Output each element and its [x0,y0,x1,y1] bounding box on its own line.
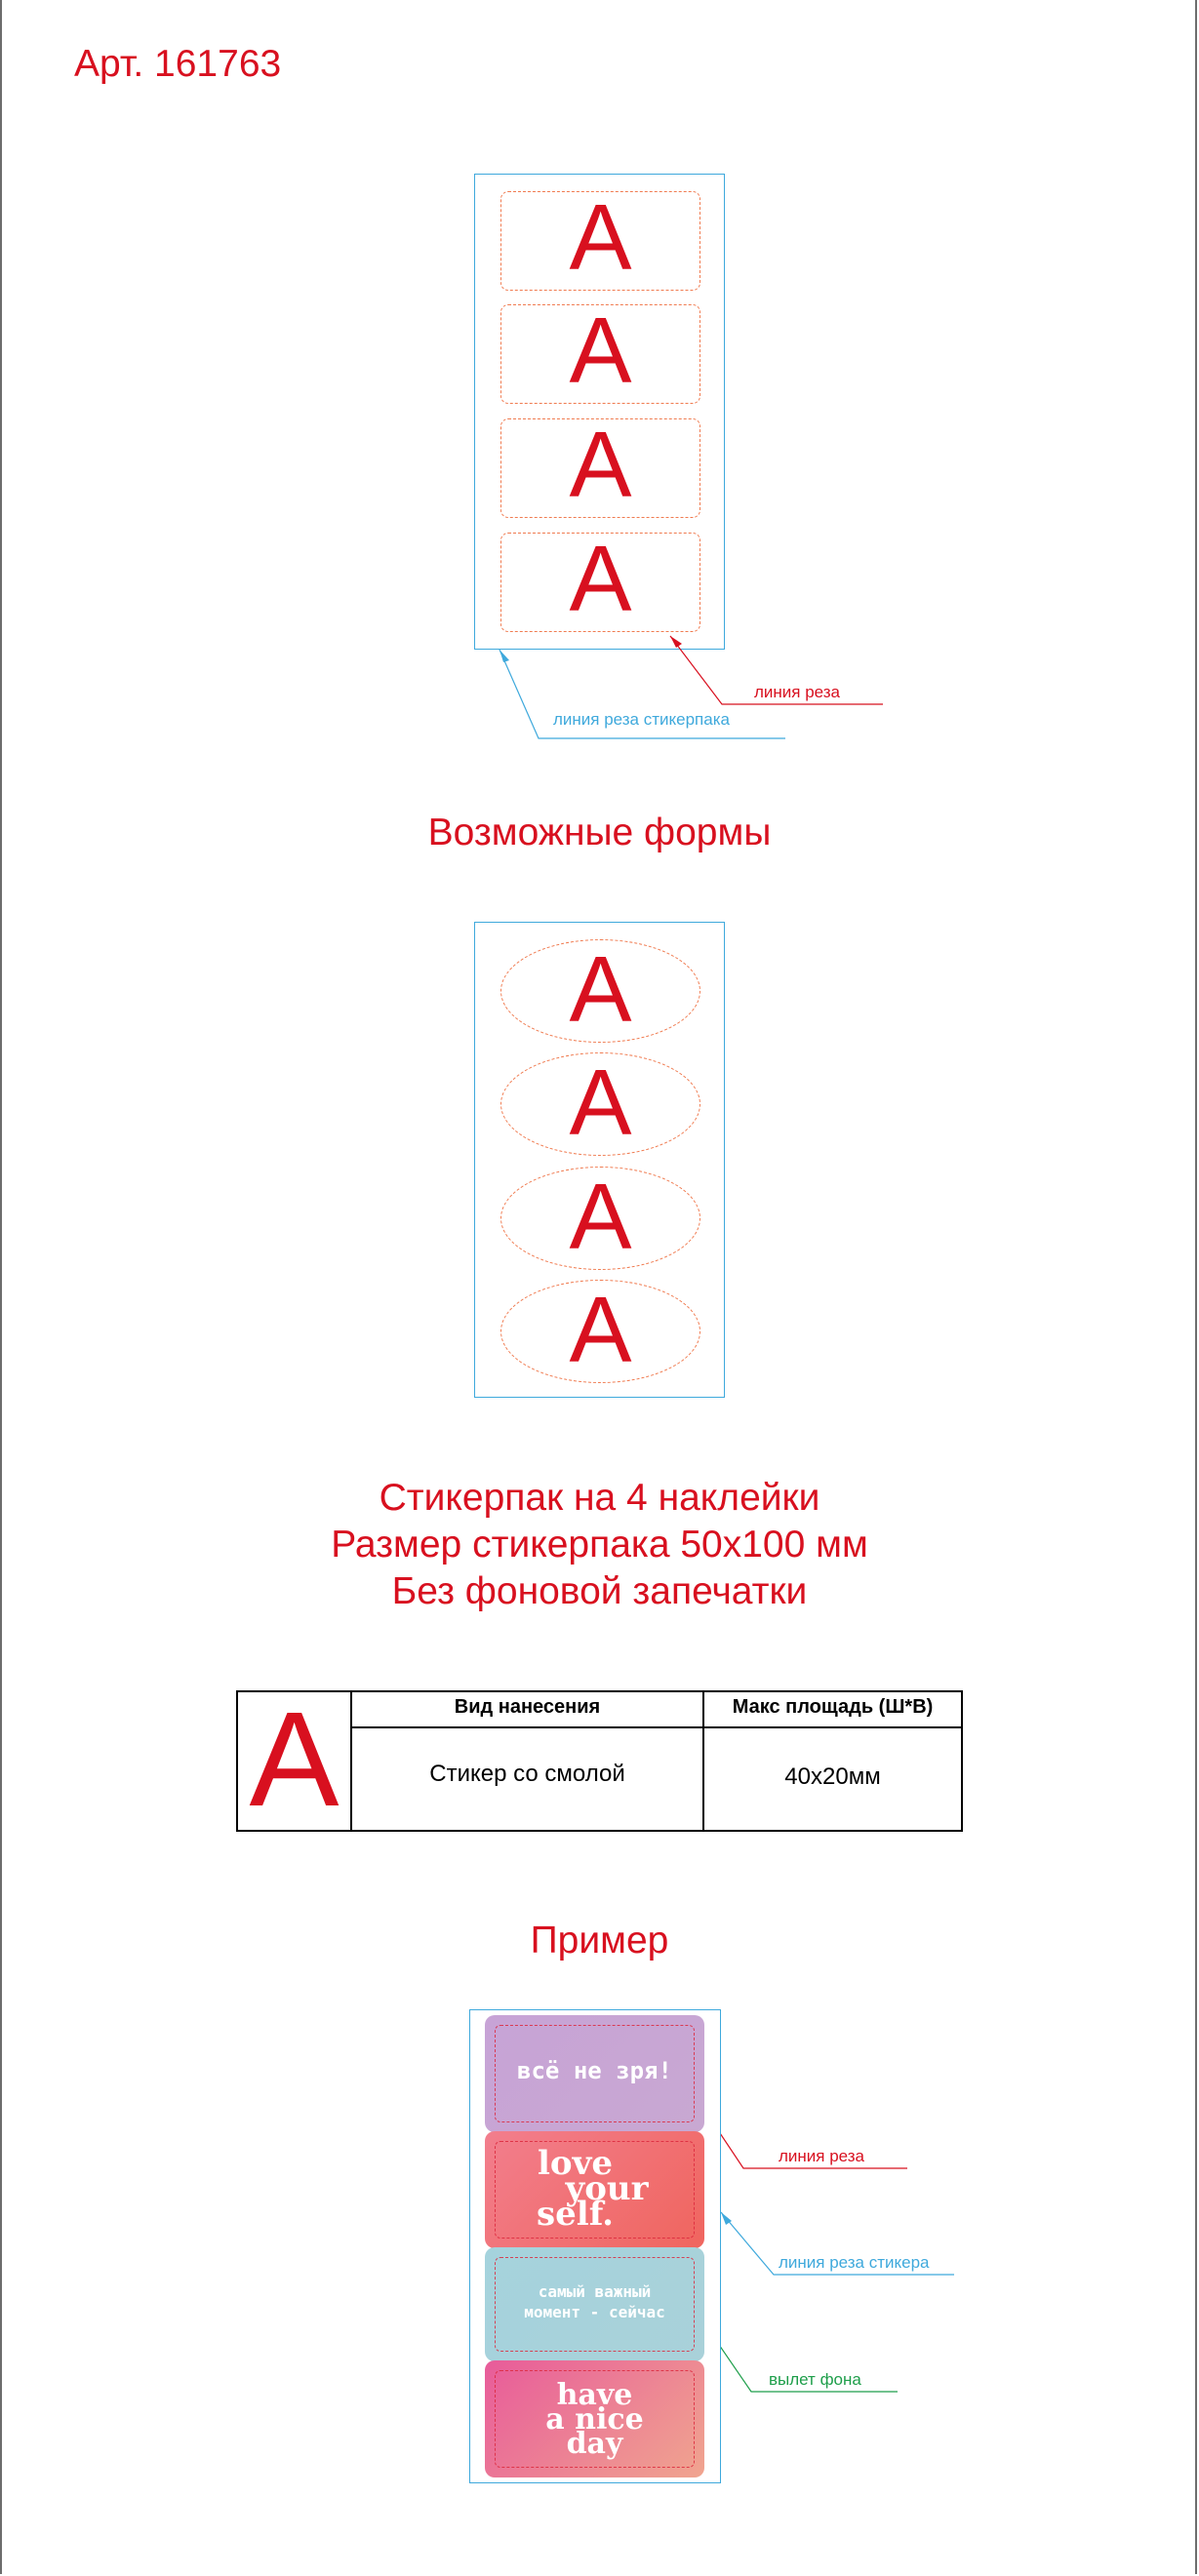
sticker-letter: А [569,185,632,290]
example-bleed-label: вылет фона [769,2370,861,2389]
header-method: Вид нанесения [454,1696,601,1718]
header-area: Макс площадь (Ш*В) [732,1696,934,1718]
sticker-letter: А [569,1165,632,1269]
sticker-text: have [556,2378,633,2412]
example-sticker [485,2247,704,2361]
info-line-1: Стикерпак на 4 наклейки [379,1477,820,1519]
shapes-heading: Возможные формы [427,812,772,853]
example-sticker [485,2131,704,2248]
sticker-text: всё не зря! [517,2057,672,2084]
spec-table [236,1684,963,1835]
sticker-oval [500,1167,700,1270]
example-sticker-cut-label: линия реза стикера [779,2253,930,2272]
sticker-cell [500,413,700,518]
article-number: Арт. 161763 [74,43,282,85]
sticker-text: self. [537,2195,614,2234]
sticker-letter: А [569,937,632,1042]
sticker-letter: А [569,1278,632,1382]
sticker-text: a nice [545,2402,644,2437]
sticker-text: момент - сейчас [524,2303,665,2321]
sticker-text: самый важный [538,2282,652,2301]
sticker-cell [500,298,700,404]
sticker-letter: А [569,1050,632,1155]
sticker-text: day [566,2427,623,2461]
sticker-cell [500,527,700,632]
table-letter: А [249,1684,340,1835]
example-cut-line-label: линия реза [779,2147,865,2165]
cut-line-label: линия реза [754,683,841,701]
example-sticker [485,2360,704,2477]
example-heading: Пример [530,1920,669,1962]
cell-area: 40х20мм [784,1764,881,1790]
info-line-2: Размер стикерпака 50х100 мм [331,1524,868,1565]
table-header-divider [350,1726,961,1728]
sticker-oval [500,1052,700,1156]
stickerpack-rectangles [474,174,725,650]
sticker-letter: А [569,298,632,403]
cell-method: Стикер со смолой [429,1761,625,1787]
sticker-letter: А [569,527,632,631]
sticker-letter: А [569,413,632,517]
example-sticker [485,2015,704,2132]
pack-cut-line-label: линия реза стикерпака [553,710,730,729]
sticker-text: love [538,2144,613,2183]
sticker-oval [500,939,700,1043]
sticker-cell [500,185,700,291]
info-line-3: Без фоновой запечатки [391,1570,808,1612]
sticker-text: your [565,2169,649,2208]
stickerpack-ovals [474,922,725,1398]
sticker-oval [500,1280,700,1383]
